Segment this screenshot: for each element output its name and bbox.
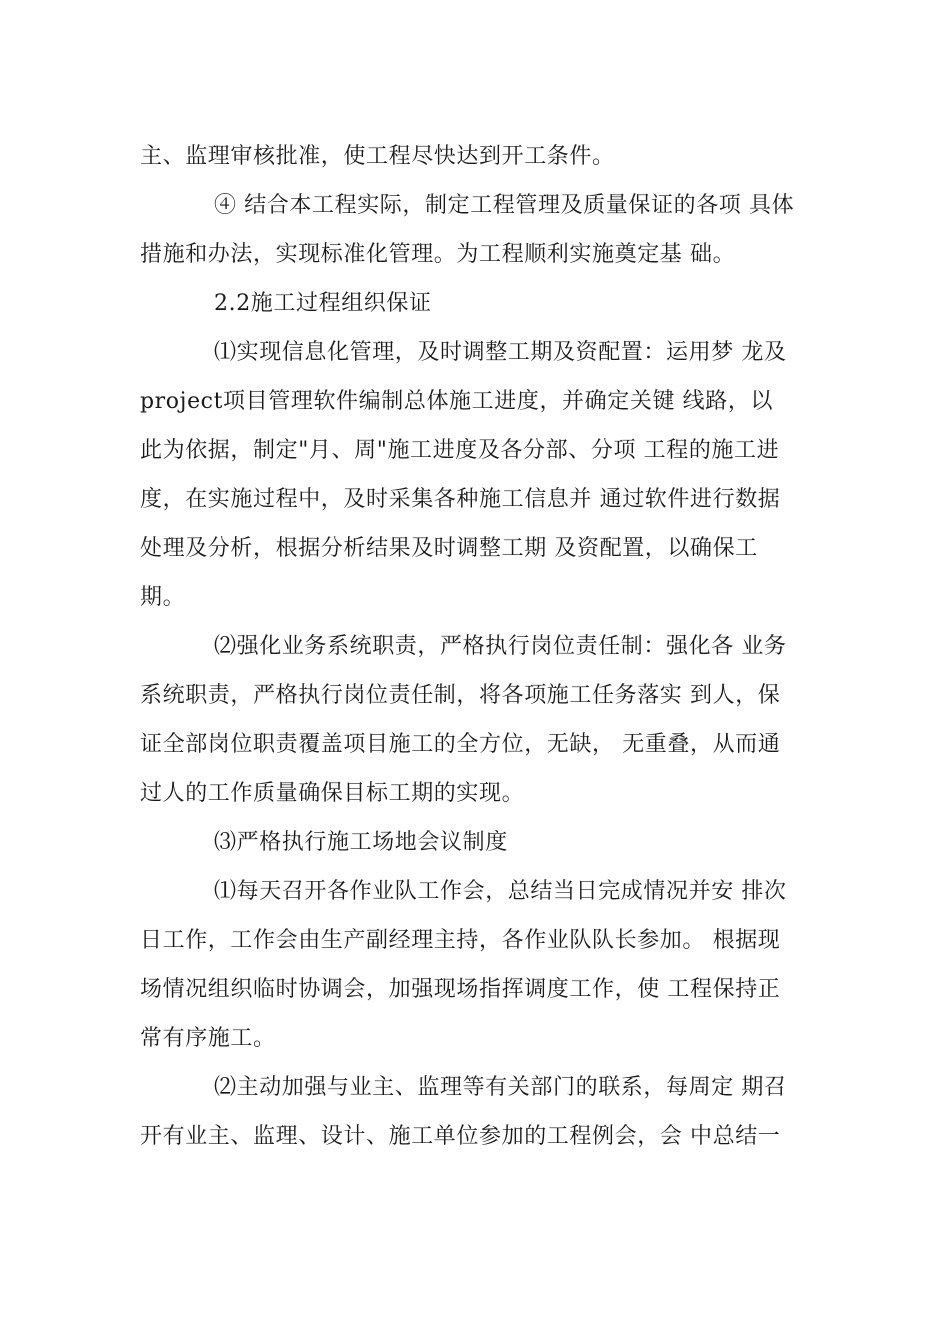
text-line-9: 处理及分析，根据分析结果及时调整工期 及资配置，以确保工 — [140, 536, 758, 561]
text-line-17: 日工作，工作会由生产副经理主持，各作业队队长参加。 根据现 — [140, 928, 781, 953]
text-line-15: ⑶严格执行施工场地会议制度 — [214, 830, 508, 855]
text-line-5: ⑴实现信息化管理，及时调整工期及资配置：运用梦 龙及 — [214, 340, 787, 365]
text-line-8: 度，在实施过程中，及时采集各种施工信息并 通过软件进行数据 — [140, 487, 781, 512]
text-line-6: project项目管理软件编制总体施工进度，并确定关键 线路，以 — [140, 389, 774, 414]
text-line-14: 过人的工作质量确保目标工期的实现。 — [140, 781, 525, 806]
body-text — [140, 132, 830, 1161]
text-line-2: ④ 结合本工程实际，制定工程管理及质量保证的各项 具体 — [214, 193, 795, 218]
text-line-11: ⑵强化业务系统职责，严格执行岗位责任制：强化各 业务 — [214, 634, 787, 659]
text-line-10: 期。 — [140, 585, 186, 610]
text-line-1: 主、监理审核批准，使工程尽快达到开工条件。 — [140, 144, 615, 169]
text-line-13: 证全部岗位职责覆盖项目施工的全方位，无缺， 无重叠，从而通 — [140, 732, 781, 757]
text-line-7: 此为依据，制定"月、周"施工进度及各分部、分项 工程的施工进 — [140, 438, 780, 463]
text-line-20: ⑵主动加强与业主、监理等有关部门的联系，每周定 期召 — [214, 1075, 787, 1100]
text-line-16: ⑴每天召开各作业队工作会，总结当日完成情况并安 排次 — [214, 879, 787, 904]
text-line-19: 常有序施工。 — [140, 1026, 276, 1051]
section-heading-2-2: 2.2施工过程组织保证 — [214, 291, 432, 316]
text-line-3: 措施和办法，实现标准化管理。为工程顺利实施奠定基 础。 — [140, 242, 736, 267]
text-line-21: 开有业主、监理、设计、施工单位参加的工程例会，会 中总结一 — [140, 1124, 781, 1149]
text-line-12: 系统职责，严格执行岗位责任制，将各项施工任务落实 到人，保 — [140, 683, 781, 708]
text-line-18: 场情况组织临时协调会，加强现场指挥调度工作，使 工程保持正 — [140, 977, 781, 1002]
